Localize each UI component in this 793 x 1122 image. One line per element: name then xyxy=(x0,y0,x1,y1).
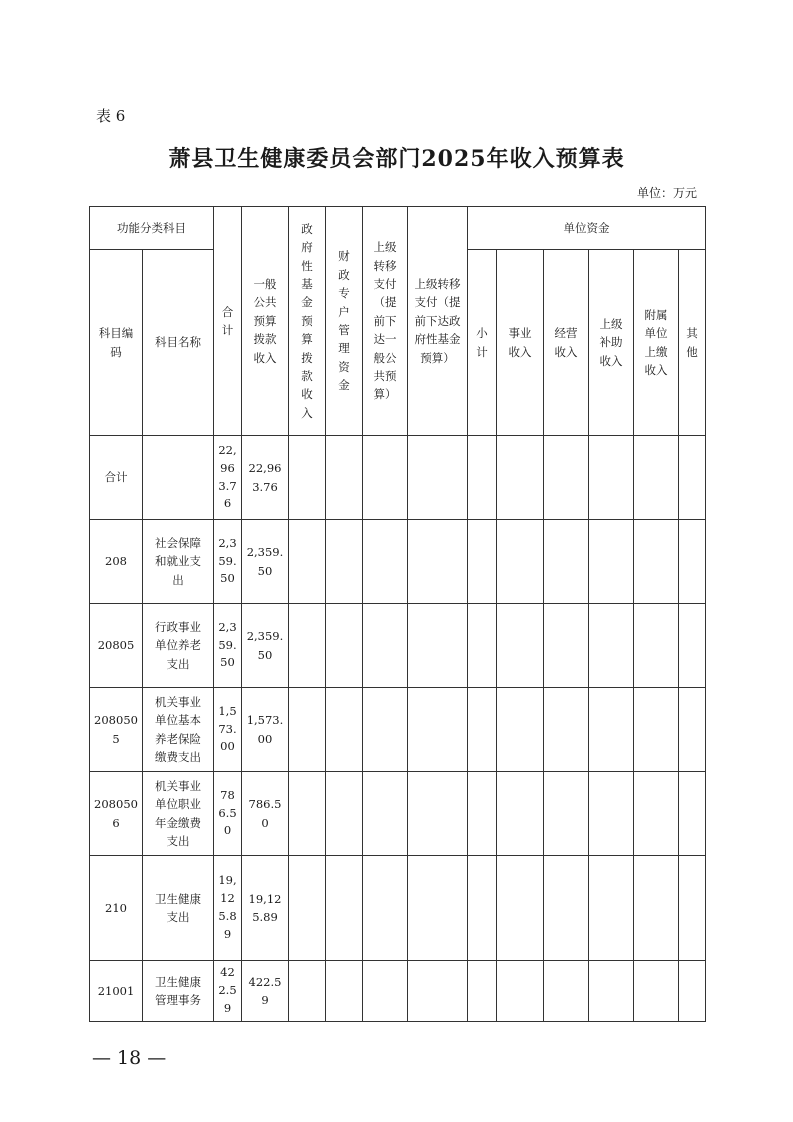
row-general-public: 786.50 xyxy=(242,772,289,856)
total-header: 合计 xyxy=(214,207,242,436)
document-title: 萧县卫生健康委员会部门2025年收入预算表 xyxy=(168,146,625,172)
row-total: 2,359.50 xyxy=(214,604,242,688)
row-name: 社会保障和就业支出 xyxy=(143,520,214,604)
unit-label: 单位：万元 xyxy=(636,186,697,200)
operating-income-header: 经营收入 xyxy=(544,250,589,436)
other-header: 其他 xyxy=(679,250,706,436)
row-total: 786.50 xyxy=(214,772,242,856)
table-row xyxy=(90,961,706,1022)
table-row xyxy=(90,436,706,520)
row-code: 21001 xyxy=(90,961,143,1022)
subtotal-header: 小计 xyxy=(468,250,497,436)
table-row xyxy=(90,688,706,772)
fiscal-special-header: 财政专户管理资金 xyxy=(326,207,363,436)
business-income-header: 事业收入 xyxy=(497,250,544,436)
row-code: 20805 xyxy=(90,604,143,688)
row-name xyxy=(143,436,214,520)
table-row xyxy=(90,520,706,604)
code-header: 科目编码 xyxy=(90,250,143,436)
row-name: 机关事业单位职业年金缴费支出 xyxy=(143,772,214,856)
upper-gov-fund-header: 上级转移支付（提前下达政府性基金预算） xyxy=(408,207,468,436)
name-header: 科目名称 xyxy=(143,250,214,436)
row-general-public: 22,963.76 xyxy=(242,436,289,520)
row-code: 2080505 xyxy=(90,688,143,772)
unit-funds-header: 单位资金 xyxy=(468,207,706,250)
table-row xyxy=(90,604,706,688)
row-general-public: 1,573.00 xyxy=(242,688,289,772)
income-budget-table xyxy=(89,206,706,1022)
row-general-public: 2,359.50 xyxy=(242,520,289,604)
row-name: 行政事业单位养老支出 xyxy=(143,604,214,688)
upper-subsidy-header: 上级补助收入 xyxy=(589,250,634,436)
table-label: 表 6 xyxy=(96,107,126,125)
row-general-public: 422.59 xyxy=(242,961,289,1022)
header-row-1 xyxy=(90,207,706,250)
table-row xyxy=(90,856,706,961)
row-code: 合计 xyxy=(90,436,143,520)
row-general-public: 19,125.89 xyxy=(242,856,289,961)
func-class-header: 功能分类科目 xyxy=(90,207,214,250)
row-name: 机关事业单位基本养老保险缴费支出 xyxy=(143,688,214,772)
general-public-header: 一般公共预算拨款收入 xyxy=(242,207,289,436)
row-code: 2080506 xyxy=(90,772,143,856)
page-number: — 18 — xyxy=(92,1047,167,1069)
gov-fund-header: 政府性基金预算拨款收入 xyxy=(289,207,326,436)
row-total: 22,963.76 xyxy=(214,436,242,520)
row-general-public: 2,359.50 xyxy=(242,604,289,688)
row-code: 208 xyxy=(90,520,143,604)
row-total: 1,573.00 xyxy=(214,688,242,772)
row-total: 2,359.50 xyxy=(214,520,242,604)
row-total: 19,125.89 xyxy=(214,856,242,961)
row-name: 卫生健康管理事务 xyxy=(143,961,214,1022)
row-total: 422.59 xyxy=(214,961,242,1022)
table-row xyxy=(90,772,706,856)
row-name: 卫生健康支出 xyxy=(143,856,214,961)
affiliated-income-header: 附属单位上缴收入 xyxy=(634,250,679,436)
upper-general-header: 上级转移支付（提前下达一般公共预算） xyxy=(363,207,408,436)
row-code: 210 xyxy=(90,856,143,961)
